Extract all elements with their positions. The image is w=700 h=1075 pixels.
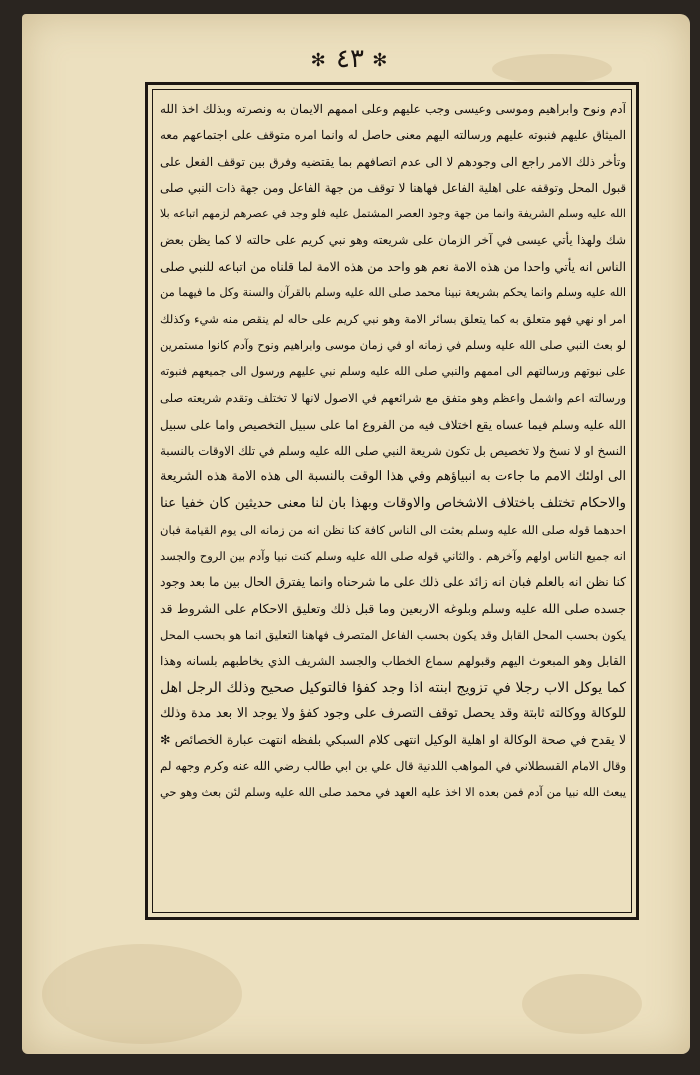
- text-line: الله عليه وسلم الشريفة وانما من جهة وجود العصر المشتمل عليه فلو وجد في عصرهم لزمهم اتباعه بلا: [160, 207, 626, 221]
- text-line: الله عليه وسلم فيما عساه يقع اختلاف فيه من الفروع اما على سبيل التخصيص واما على سبيل: [160, 417, 626, 432]
- text-line: الله عليه وسلم وانما يحكم بشريعة نبينا محمد صلى الله عليه وسلم بالقرآن والسنة وكل ما فيهما من: [160, 286, 626, 300]
- text-line: امر او نهي فهو متعلق به كما يتعلق بسائر الامة وهو نبي كريم على حاله لم ينقص منه شيء وكذلك: [160, 312, 626, 327]
- main-text: [160, 96, 626, 911]
- text-line: كما يوكل الاب رجلا في تزويج ابنته اذا وجد كفؤا فالتوكيل صحيح وذلك الرجل اهل: [160, 679, 626, 696]
- text-line: آدم ونوح وابراهيم وموسى وعيسى وجب عليهم وعلى اممهم الايمان به ونصرته وبذلك اخذ الله: [160, 102, 626, 116]
- text-line: يبعث الله نبيا من آدم فمن بعده الا اخذ عليه العهد في محمد صلى الله عليه وسلم لئن بعث وهو حي: [160, 785, 626, 799]
- text-line: والاحكام تختلف باختلاف الاشخاص والاوقات وبهذا بان لنا معنى حديثين كان خفيا عنا: [160, 495, 626, 512]
- paper-stain: [522, 974, 642, 1034]
- text-line: كنا نظن انه بالعلم فبان انه زائد على ذلك على ما شرحناه وانما يفترق الحال بين ما بعد وجود: [160, 575, 626, 590]
- text-line: وقال الامام القسطلاني في المواهب اللدنية قال علي بن ابي طالب رضي الله عنه وكرم وجهه لم: [160, 759, 626, 774]
- text-line: شك ولهذا يأتي عيسى في آخر الزمان على شريعته وهو نبي كريم على حالته لا كما يظن بعض: [160, 233, 626, 248]
- text-line: وتأخر ذلك الامر راجع الى وجودهم لا الى عدم اتصافهم بما يقتضيه وفرق بين توقف الفعل على: [160, 154, 626, 169]
- text-line: انه جميع الناس اولهم وآخرهم . والثاني قوله صلى الله عليه وسلم كنت نبيا وآدم بين الروح والجسد: [160, 549, 626, 564]
- text-line: احدهما قوله صلى الله عليه وسلم بعثت الى الناس كافة كنا نظن انه من زمانه الى يوم القيامة فبان: [160, 522, 626, 537]
- text-line: يكون بحسب المحل القابل وقد يكون بحسب الفاعل المتصرف فهاهنا التعليق انما هو بحسب المحل: [160, 627, 626, 642]
- text-line: قبول المحل وتوقفه على اهلية الفاعل فهاهنا لا توقف من جهة الفاعل ومن جهة ذات النبي صلى: [160, 180, 626, 195]
- text-line: الى اولئك الامم ما جاءت به انبياؤهم وفي هذا الوقت بالنسبة الى هذه الامة هذه الشريعة: [160, 469, 626, 485]
- left-ornament-icon: ✻: [372, 49, 390, 71]
- text-line: ورسالته اعم واشمل واعظم وهو متفق مع شرائعهم في الاصول لانها لا تختلف وتقدم شريعته صلى: [160, 391, 626, 406]
- text-line: لا يقدح في صحة الوكالة او اهلية الوكيل انتهى كلام السبكي بلفظه انتهت عبارة الخصائص ✻: [160, 733, 626, 748]
- text-line: للوكالة ووكالته ثابتة وقد يحصل توقف التصرف على وجود كفؤ ولا يوجد الا بعد مدة وذلك: [160, 705, 626, 721]
- text-line: القابل وهو المبعوث اليهم وقبولهم سماع الخطاب والجسد الشريف الذي يخاطبهم بلسانه وهذا: [160, 654, 626, 669]
- text-line: الميثاق عليهم فنبوته عليهم ورسالته اليهم معنى حاصل له وانما امره متوقف على اجتماعهم معه: [160, 128, 626, 143]
- paper-stain: [42, 944, 242, 1044]
- text-line: على نبوتهم ورسالتهم الى اممهم والنبي صلى الله عليه وسلم نبي عليهم ورسول الى جميعهم فنبوته: [160, 364, 626, 378]
- text-line: النسخ او لا نسخ ولا تخصيص بل تكون شريعة النبي صلى الله عليه وسلم في تلك الاوقات بالنسبة: [160, 443, 626, 458]
- text-line: جسده صلى الله عليه وسلم وبلوغه الاربعين وما قبل ذلك وتعليق الاحكام على الشروط قد: [160, 600, 626, 616]
- text-line: الناس انه يأتي واحدا من هذه الامة نعم هو واحد من هذه الامة لما قلناه من اتباعه للنبي صلى: [160, 259, 626, 274]
- text-line: لو بعث النبي صلى الله عليه وسلم في زمانه او في زمان موسى وابراهيم ونوح وآدم كانوا مستمرين: [160, 338, 626, 352]
- page-number-header: [0, 44, 700, 74]
- page-number: ٤٣: [336, 44, 364, 74]
- right-ornament-icon: ✻: [310, 49, 328, 71]
